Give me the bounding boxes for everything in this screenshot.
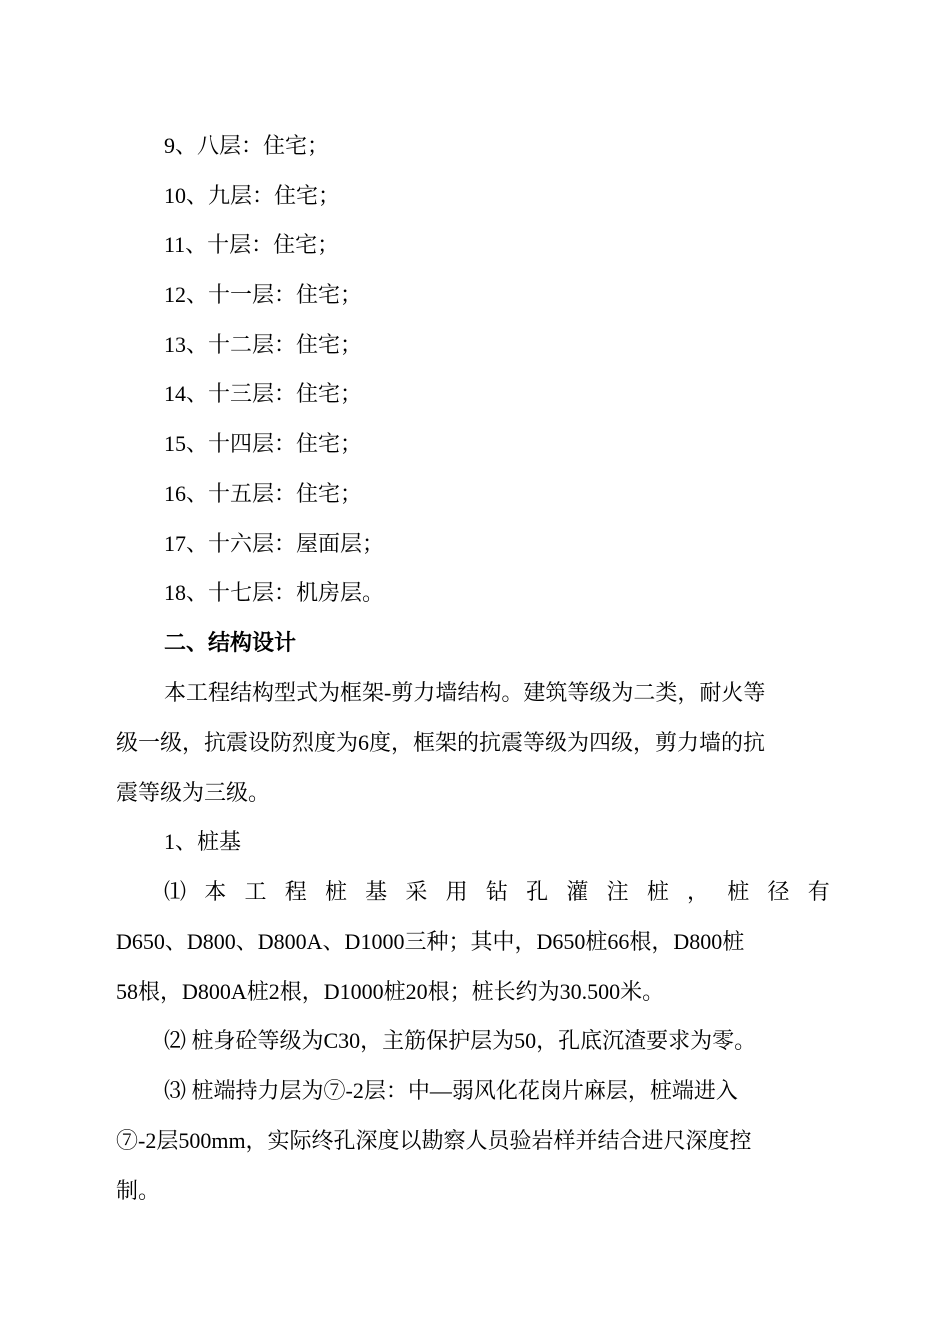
floor-item: 11、十层：住宅；	[164, 232, 340, 257]
justified-char: 基	[365, 879, 388, 904]
paragraph-line: ⑶ 桩端持力层为⑦-2层：中—弱风化花岗片麻层，桩端进入	[164, 1078, 738, 1103]
justified-char: 工	[244, 879, 267, 904]
paragraph-line: 本工程结构型式为框架-剪力墙结构。建筑等级为二类，耐火等	[164, 680, 766, 705]
justified-char: 桩	[646, 879, 669, 904]
justified-char: 桩	[324, 879, 347, 904]
paragraph-line: ⑦-2层500mm，实际终孔深度以勘察人员验岩样并结合进尺深度控	[116, 1128, 752, 1153]
justified-char: 有	[807, 879, 830, 904]
justified-char: 桩	[727, 879, 750, 904]
justified-char: 采	[405, 879, 428, 904]
justified-char: 用	[445, 879, 468, 904]
paragraph-line: 58根，D800A桩2根，D1000桩20根；桩长约为30.500米。	[116, 979, 665, 1004]
paragraph-line: 级一级，抗震设防烈度为6度，框架的抗震等级为四级，剪力墙的抗	[116, 730, 766, 755]
paragraph-line: ⑵ 桩身砼等级为C30，主筋保护层为50，孔底沉渣要求为零。	[164, 1028, 757, 1053]
floor-item: 13、十二层：住宅；	[164, 332, 363, 357]
justified-char: ⑴	[164, 879, 187, 904]
floor-item: 18、十七层：机房层。	[164, 580, 385, 605]
justified-char: 灌	[566, 879, 589, 904]
item1-line1	[164, 877, 830, 907]
justified-char: 注	[606, 879, 629, 904]
floor-item: 12、十一层：住宅；	[164, 282, 363, 307]
subsection-heading: 1、桩基	[164, 829, 242, 854]
floor-item: 17、十六层：屋面层；	[164, 531, 385, 556]
justified-char: ，	[687, 879, 710, 904]
justified-char: 程	[284, 879, 307, 904]
section-heading: 二、结构设计	[164, 630, 297, 655]
justified-char: 径	[767, 879, 790, 904]
floor-item: 16、十五层：住宅；	[164, 481, 363, 506]
floor-item: 15、十四层：住宅；	[164, 431, 363, 456]
paragraph-line: 制。	[116, 1178, 161, 1203]
floor-item: 14、十三层：住宅；	[164, 381, 363, 406]
floor-item: 9、八层：住宅；	[164, 133, 330, 158]
paragraph-line: 震等级为三级。	[116, 780, 271, 805]
justified-char: 孔	[526, 879, 549, 904]
justified-char: 本	[204, 879, 227, 904]
paragraph-line: D650、D800、D800A、D1000三种；其中，D650桩66根，D800桩	[116, 929, 745, 954]
justified-char: 钻	[485, 879, 508, 904]
floor-item: 10、九层：住宅；	[164, 183, 341, 208]
